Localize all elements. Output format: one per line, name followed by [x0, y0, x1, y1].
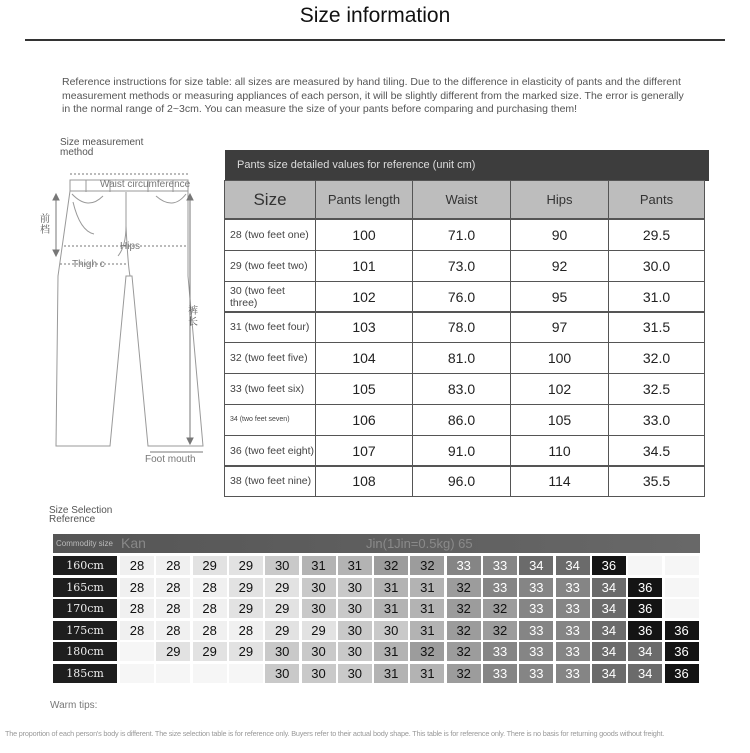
size-cell: 28 — [156, 578, 190, 597]
selection-row — [53, 664, 700, 685]
jin-label: Jin(1Jin=0.5kg) 65 — [366, 536, 473, 551]
size-cell: 31 — [374, 642, 408, 661]
size-cell: 28 — [193, 621, 227, 640]
size-table-cell: 97 — [510, 311, 609, 343]
size-cell: 28 — [156, 621, 190, 640]
size-table-cell: 32 (two feet five) — [224, 342, 316, 374]
size-cell: 34 — [628, 642, 662, 661]
size-table-header-cell: Pants length — [315, 180, 413, 219]
size-cell: 30 — [302, 599, 336, 618]
size-table-cell: 38 (two feet nine) — [224, 465, 316, 497]
selection-row — [53, 621, 700, 642]
pants-length-label: 裤长 — [188, 306, 198, 328]
size-table-row — [225, 374, 709, 405]
size-table-cell: 78.0 — [412, 311, 511, 343]
size-table-cell: 30.0 — [608, 250, 705, 282]
size-table-header — [225, 181, 709, 219]
size-table-cell: 114 — [510, 465, 609, 497]
size-table-cell: 86.0 — [412, 404, 511, 436]
size-cell: 28 — [229, 621, 263, 640]
size-cell: 36 — [628, 621, 662, 640]
selection-row — [53, 556, 700, 577]
size-table-cell: 71.0 — [412, 219, 511, 251]
size-cell: 29 — [229, 642, 263, 661]
size-cell: 33 — [483, 556, 517, 575]
size-cell: 33 — [483, 664, 517, 683]
size-cell: 32 — [447, 621, 481, 640]
size-cell: 28 — [120, 578, 154, 597]
height-label: 185cm — [53, 664, 117, 683]
foot-mouth-label: Foot mouth — [145, 454, 196, 465]
size-cell: 34 — [592, 578, 626, 597]
size-cell: 34 — [592, 642, 626, 661]
size-table-cell: 100 — [315, 219, 413, 251]
size-table-row — [225, 251, 709, 282]
size-table-cell: 108 — [315, 465, 413, 497]
size-table-cell: 106 — [315, 404, 413, 436]
size-cell: 29 — [229, 599, 263, 618]
size-table-cell: 83.0 — [412, 373, 511, 405]
size-table-cell: 104 — [315, 342, 413, 374]
size-table-header-cell: Hips — [510, 180, 609, 219]
front-rise-label: 前档 — [40, 214, 50, 236]
size-cell: 30 — [302, 664, 336, 683]
size-cell: 32 — [374, 556, 408, 575]
size-table-cell: 101 — [315, 250, 413, 282]
size-cell: 34 — [519, 556, 553, 575]
size-cell: 33 — [519, 599, 553, 618]
size-table-cell: 107 — [315, 435, 413, 467]
size-cell: 29 — [156, 642, 190, 661]
size-cell: 28 — [120, 599, 154, 618]
size-cell: 32 — [410, 556, 444, 575]
size-table-cell: 29 (two feet two) — [224, 250, 316, 282]
title-divider — [25, 39, 725, 41]
size-cell: 28 — [156, 556, 190, 575]
size-cell — [193, 664, 227, 683]
size-cell: 30 — [265, 556, 299, 575]
size-cell: 30 — [338, 642, 372, 661]
size-cell — [156, 664, 190, 683]
size-cell — [665, 599, 699, 618]
size-cell: 33 — [556, 664, 590, 683]
size-table-cell: 103 — [315, 311, 413, 343]
height-label: 160cm — [53, 556, 117, 575]
size-table-cell: 29.5 — [608, 219, 705, 251]
size-cell: 30 — [338, 578, 372, 597]
size-cell: 33 — [447, 556, 481, 575]
size-table-cell: 91.0 — [412, 435, 511, 467]
size-table-row — [225, 312, 709, 343]
size-cell — [229, 664, 263, 683]
height-label: 180cm — [53, 642, 117, 661]
size-cell: 36 — [665, 621, 699, 640]
selection-row — [53, 599, 700, 620]
size-cell: 31 — [410, 578, 444, 597]
size-table-cell: 105 — [315, 373, 413, 405]
size-cell: 28 — [193, 578, 227, 597]
size-table-caption: Pants size detailed values for reference (unit cm) — [225, 150, 709, 181]
size-cell: 32 — [483, 621, 517, 640]
size-table-cell: 92 — [510, 250, 609, 282]
waist-label: Waist circumference — [100, 179, 191, 190]
size-selection-label: Size Selection Reference — [49, 505, 113, 525]
size-cell: 31 — [374, 578, 408, 597]
size-cell: 33 — [483, 578, 517, 597]
size-cell: 30 — [338, 621, 372, 640]
size-cell: 33 — [519, 578, 553, 597]
size-cell: 31 — [374, 599, 408, 618]
size-cell: 36 — [665, 664, 699, 683]
size-cell: 34 — [556, 556, 590, 575]
grid-header-bar — [53, 534, 700, 553]
size-cell: 32 — [447, 664, 481, 683]
size-cell — [120, 642, 154, 661]
size-cell: 28 — [120, 556, 154, 575]
size-cell: 28 — [156, 599, 190, 618]
size-table-cell: 100 — [510, 342, 609, 374]
page-title: Size information — [299, 4, 451, 27]
size-cell: 30 — [302, 642, 336, 661]
size-cell: 28 — [193, 599, 227, 618]
size-cell: 29 — [229, 578, 263, 597]
pants-diagram — [38, 166, 213, 466]
size-cell: 29 — [265, 621, 299, 640]
size-table-row — [225, 282, 709, 313]
size-cell — [665, 578, 699, 597]
size-table-cell: 105 — [510, 404, 609, 436]
size-cell: 29 — [302, 621, 336, 640]
size-table-cell: 95 — [510, 281, 609, 313]
size-table-cell: 31.0 — [608, 281, 705, 313]
size-cell: 29 — [265, 599, 299, 618]
size-cell: 29 — [265, 578, 299, 597]
size-cell: 33 — [483, 642, 517, 661]
size-cell: 34 — [592, 664, 626, 683]
size-cell: 36 — [592, 556, 626, 575]
size-cell: 29 — [193, 556, 227, 575]
size-cell: 31 — [410, 621, 444, 640]
size-cell: 32 — [447, 599, 481, 618]
size-table-row — [225, 436, 709, 467]
size-cell: 33 — [519, 664, 553, 683]
size-table-cell: 33.0 — [608, 404, 705, 436]
size-cell: 33 — [556, 578, 590, 597]
size-table-header-cell: Waist — [412, 180, 511, 219]
size-table-cell: 73.0 — [412, 250, 511, 282]
size-cell: 31 — [338, 556, 372, 575]
size-cell: 33 — [556, 599, 590, 618]
size-cell: 30 — [265, 664, 299, 683]
size-cell: 30 — [302, 578, 336, 597]
size-cell — [665, 556, 699, 575]
size-cell: 32 — [447, 642, 481, 661]
height-label: 170cm — [53, 599, 117, 618]
size-table-cell: 32.0 — [608, 342, 705, 374]
size-table-cell: 90 — [510, 219, 609, 251]
size-table-cell: 28 (two feet one) — [224, 219, 316, 251]
size-table-cell: 30 (two feet three) — [224, 281, 316, 313]
size-table-cell: 102 — [315, 281, 413, 313]
intro-text: Reference instructions for size table: all sizes are measured by hand tiling. Due to the difference in elasticity of pants and the different measurement methods or measuring appliances of each person, it will be slightly different from the marked size. The error is generally in the normal range of 2~3cm. You can measure the size of your pants before comparing and purchasing them! — [62, 76, 684, 115]
size-cell — [120, 664, 154, 683]
size-cell: 32 — [410, 642, 444, 661]
commodity-size-label: Commodity size — [56, 539, 113, 548]
pants-outline-icon — [38, 166, 213, 466]
size-cell: 29 — [193, 642, 227, 661]
size-cell: 31 — [374, 664, 408, 683]
size-table-cell: 76.0 — [412, 281, 511, 313]
size-cell: 34 — [628, 664, 662, 683]
size-cell: 32 — [483, 599, 517, 618]
selection-row — [53, 642, 700, 663]
size-table-cell: 34 (two feet seven) — [224, 404, 316, 436]
size-cell: 33 — [556, 621, 590, 640]
size-table-row — [225, 343, 709, 374]
size-table-row — [225, 405, 709, 436]
size-table-cell: 32.5 — [608, 373, 705, 405]
height-label: 175cm — [53, 621, 117, 640]
size-table-cell: 35.5 — [608, 465, 705, 497]
size-cell: 33 — [519, 621, 553, 640]
size-cell: 33 — [519, 642, 553, 661]
size-cell: 31 — [410, 599, 444, 618]
size-table-cell: 96.0 — [412, 465, 511, 497]
thigh-label: Thigh c — [72, 259, 105, 270]
size-cell: 31 — [410, 664, 444, 683]
height-label: 165cm — [53, 578, 117, 597]
size-table-cell: 31.5 — [608, 311, 705, 343]
size-cell — [628, 556, 662, 575]
size-table-cell: 110 — [510, 435, 609, 467]
size-cell: 36 — [665, 642, 699, 661]
size-table-cell: 33 (two feet six) — [224, 373, 316, 405]
size-cell: 30 — [265, 642, 299, 661]
size-cell: 28 — [120, 621, 154, 640]
size-cell: 29 — [229, 556, 263, 575]
size-cell: 34 — [592, 599, 626, 618]
size-table-row — [225, 466, 709, 497]
size-table-cell: 34.5 — [608, 435, 705, 467]
size-table-header-cell: Pants — [608, 180, 705, 219]
kan-label: Kan — [121, 535, 146, 551]
size-table-cell: 81.0 — [412, 342, 511, 374]
size-table-cell: 36 (two feet eight) — [224, 435, 316, 467]
size-cell: 36 — [628, 599, 662, 618]
size-cell: 30 — [374, 621, 408, 640]
size-table-header-cell: Size — [224, 180, 316, 219]
size-table-cell: 31 (two feet four) — [224, 311, 316, 343]
size-table-cell: 102 — [510, 373, 609, 405]
footnote: The proportion of each person's body is different. The size selection table is for reference only. Buyers refer to their actual body shape. This table is for reference only. There is no basis for returning goods without freight. — [5, 729, 665, 738]
selection-row — [53, 578, 700, 599]
size-cell: 34 — [592, 621, 626, 640]
hips-label: Hips — [120, 241, 141, 252]
measurement-method-label: Size measurement method — [60, 137, 144, 158]
size-cell: 36 — [628, 578, 662, 597]
size-table-row — [225, 220, 709, 251]
size-cell: 31 — [302, 556, 336, 575]
size-cell: 30 — [338, 664, 372, 683]
size-cell: 33 — [556, 642, 590, 661]
size-cell: 32 — [447, 578, 481, 597]
size-cell: 30 — [338, 599, 372, 618]
warm-tips: Warm tips: — [50, 700, 98, 711]
